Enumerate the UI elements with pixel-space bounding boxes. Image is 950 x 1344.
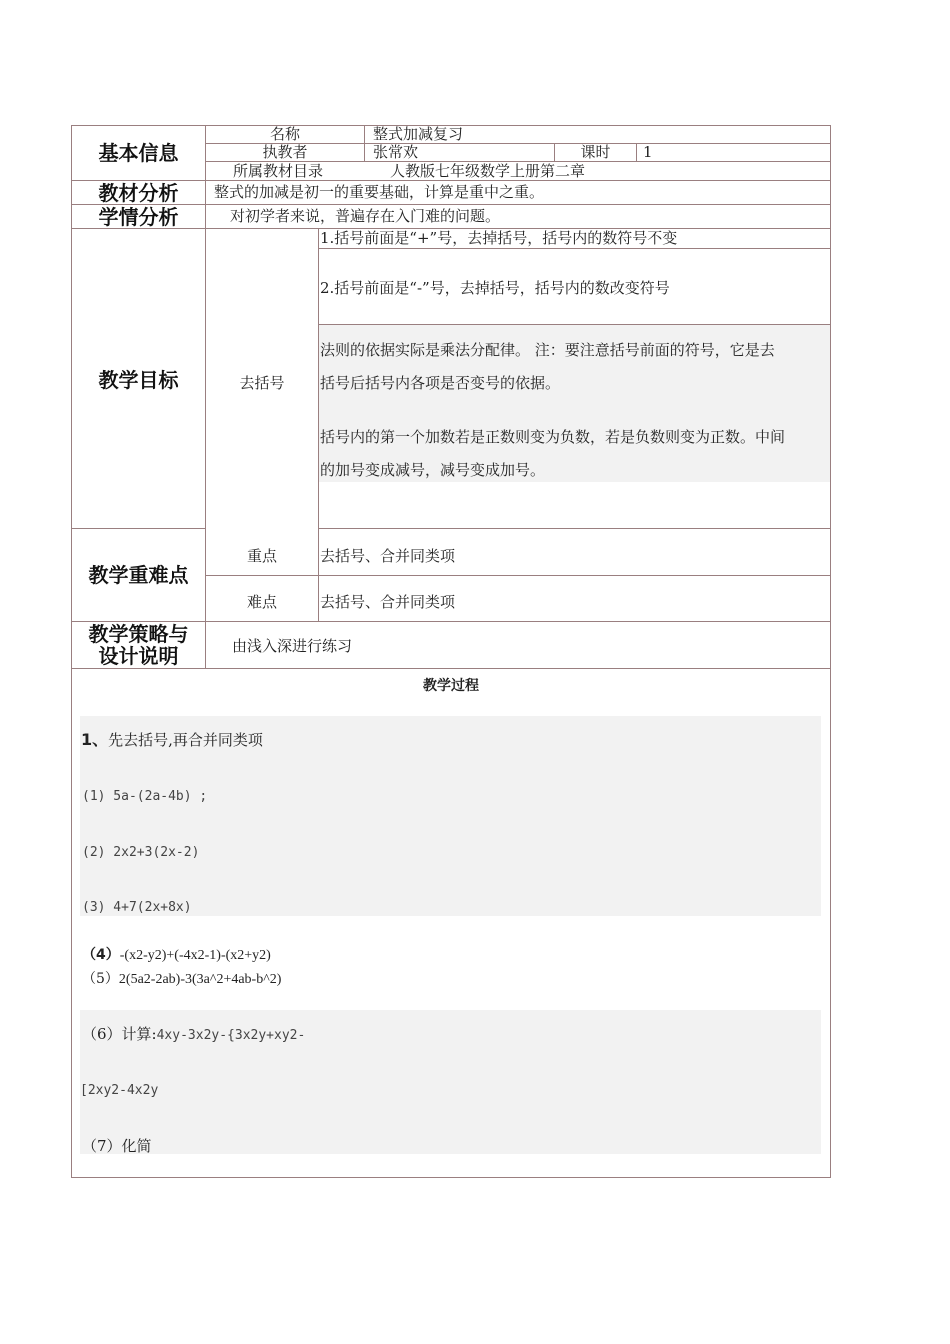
teacher-label: 执教者: [262, 143, 308, 161]
exercise-item-1: (1) 5a-(2a-4b) ;: [82, 789, 208, 804]
exercise-item-4-text: -(x2-y2)+(-4x2-1)-(x2+y2): [119, 948, 271, 963]
basic-info-label: 基本信息: [98, 141, 179, 165]
material-analysis-text: 整式的加减是初一的重要基础，计算是重中之重。: [214, 183, 545, 201]
exercise-item-6-continued: [2xy2-4x2y: [80, 1083, 159, 1098]
exercise-item-2: (2) 2x2+3(2x-2): [82, 845, 200, 860]
exercise-item-3: (3) 4+7(2x+8x): [82, 900, 192, 915]
col-divider: [636, 143, 637, 161]
exercise-item-5: [82, 969, 281, 989]
exercise-item-4: [82, 945, 271, 965]
focus-value: 去括号、合并同类项: [320, 547, 456, 565]
exercise-item-5-text: 2(5a2-2ab)-3(3a^2+4ab-b^2): [118, 972, 282, 987]
name-label: 名称: [269, 125, 300, 143]
row-divider: [71, 668, 831, 669]
student-analysis-label: 学情分析: [98, 204, 179, 229]
exercise-heading-text: 先去括号,再合并同类项: [108, 731, 263, 749]
period-value: 1: [643, 143, 653, 161]
exercise-item-7: （7）化简: [82, 1137, 152, 1155]
col-divider: [205, 180, 206, 204]
teacher-value: 张常欢: [373, 143, 419, 161]
strategy-label-line1: 教学策略与: [88, 622, 189, 646]
process-title: 教学过程: [423, 678, 479, 694]
key-points-label: 教学重难点: [88, 563, 189, 587]
note-line: 括号内的第一个加数若是正数则变为负数，若是负数则变为正数。中间: [320, 428, 786, 446]
row-divider: [71, 528, 205, 529]
strategy-label-line2: 设计说明: [98, 644, 179, 668]
student-analysis-text: 对初学者来说，普遍存在入门难的问题。: [230, 207, 501, 225]
material-analysis-label: 教材分析: [98, 180, 179, 205]
period-label: 课时: [580, 143, 611, 161]
difficulty-label: 难点: [246, 593, 277, 611]
teaching-goals-label: 教学目标: [98, 368, 179, 392]
note-line: 的加号变成减号，减号变成加号。: [320, 461, 546, 479]
exercise-heading-num: 1、: [81, 730, 109, 749]
exercise-item-6-expr: 4xy-3x2y-{3x2y+xy2-: [156, 1028, 306, 1043]
rule-plus: 1.括号前面是“+”号，去掉括号，括号内的数符号不变: [320, 229, 678, 247]
goal-topic: 去括号: [239, 374, 285, 392]
note-text: [320, 334, 830, 487]
catalog-label: 所属教材目录: [233, 162, 324, 180]
exercise-heading: [81, 731, 263, 749]
difficulty-value: 去括号、合并同类项: [320, 593, 456, 611]
exercise-item-6: [82, 1025, 305, 1045]
exercise-item-5-num: （5）: [82, 971, 119, 987]
row-divider: [318, 248, 831, 249]
row-divider: [205, 575, 831, 576]
catalog-value: 人教版七年级数学上册第二章: [390, 162, 586, 180]
exercise-item-6-prefix: （6）计算:: [82, 1025, 157, 1043]
strategy-label: [72, 622, 205, 668]
focus-label: 重点: [246, 547, 277, 565]
rule-minus: 2.括号前面是“-”号，去掉括号，括号内的数改变符号: [320, 279, 670, 297]
col-divider: [364, 125, 365, 162]
row-divider: [318, 528, 831, 529]
name-value: 整式加减复习: [373, 125, 464, 143]
note-line: 法则的依据实际是乘法分配律。 注：要注意括号前面的符号，它是去: [320, 341, 775, 359]
strategy-text: 由浅入深进行练习: [232, 637, 353, 655]
exercise-item-4-num: （4）: [82, 947, 120, 963]
note-line: 括号后括号内各项是否变号的依据。: [320, 374, 561, 392]
col-divider: [205, 204, 206, 228]
